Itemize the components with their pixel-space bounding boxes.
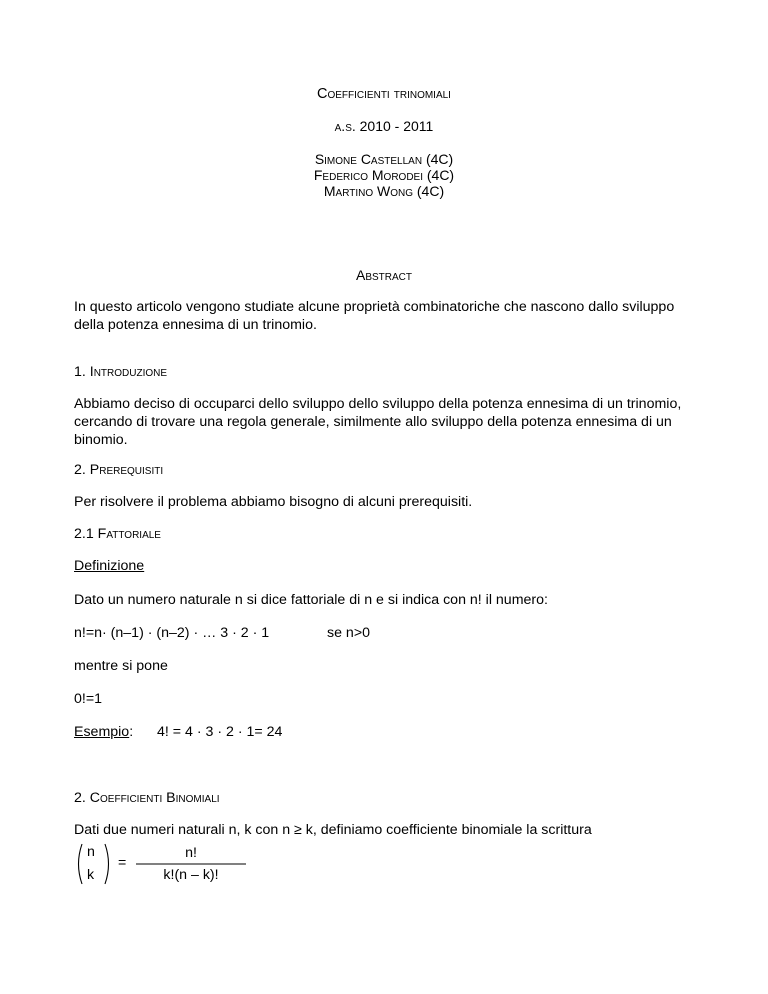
binomial-bottom: k xyxy=(87,867,95,883)
equals-sign: = xyxy=(118,855,127,871)
definition-label: Definizione xyxy=(74,558,145,574)
zero-factorial: 0!=1 xyxy=(74,691,103,707)
school-year: a.s. 2010 - 2011 xyxy=(334,118,434,134)
author-1: Simone Castellan (4C) xyxy=(314,151,454,167)
author-2: Federico Morodei (4C) xyxy=(313,167,455,183)
mentre-text: mentre si pone xyxy=(74,658,168,674)
intro-heading: 1. Introduzione xyxy=(74,364,168,380)
author-3: Martino Wong (4C) xyxy=(323,183,445,199)
numerator: n! xyxy=(185,845,197,861)
example-label: Esempio xyxy=(74,724,130,740)
prereq-text: Per risolvere il problema abbiamo bisogno di alcuni prerequisiti. xyxy=(74,494,473,510)
factorial-condition: se n>0 xyxy=(327,625,370,641)
right-paren xyxy=(105,844,109,884)
prereq-heading: 2. Prerequisiti xyxy=(74,462,164,478)
binomial-heading: 2. Coefficienti Binomiali xyxy=(74,790,220,806)
factorial-heading: 2.1 Fattoriale xyxy=(74,526,161,542)
binomial-formula xyxy=(74,838,274,898)
abstract-heading: Abstract xyxy=(355,267,412,283)
binomial-top: n xyxy=(87,844,95,860)
definition-text: Dato un numero naturale n si dice fattoriale di n e si indica con n! il numero: xyxy=(74,592,548,608)
example-line xyxy=(74,724,133,740)
binomial-text: Dati due numeri naturali n, k con n ≥ k, definiamo coefficiente binomiale la scrittura xyxy=(74,822,592,838)
page-title: Coefficienti trinomiali xyxy=(317,86,451,102)
intro-text: Abbiamo deciso di occuparci dello sviluppo dello sviluppo della potenza ennesima di un trinomio, cercando di trovare una regola generale, similmente allo sviluppo della potenza ennesima di un binomio. xyxy=(74,396,682,448)
example-colon: : xyxy=(129,724,134,740)
abstract-text: In questo articolo vengono studiate alcune proprietà combinatoriche che nascono dallo sviluppo della potenza ennesima di un trinomio. xyxy=(74,299,675,333)
denominator: k!(n – k)! xyxy=(163,867,219,883)
example-text: 4! = 4 · 3 · 2 · 1= 24 xyxy=(157,724,283,740)
factorial-formula: n!=n· (n–1) · (n–2) · … 3 · 2 · 1 xyxy=(74,625,270,641)
left-paren xyxy=(79,844,83,884)
